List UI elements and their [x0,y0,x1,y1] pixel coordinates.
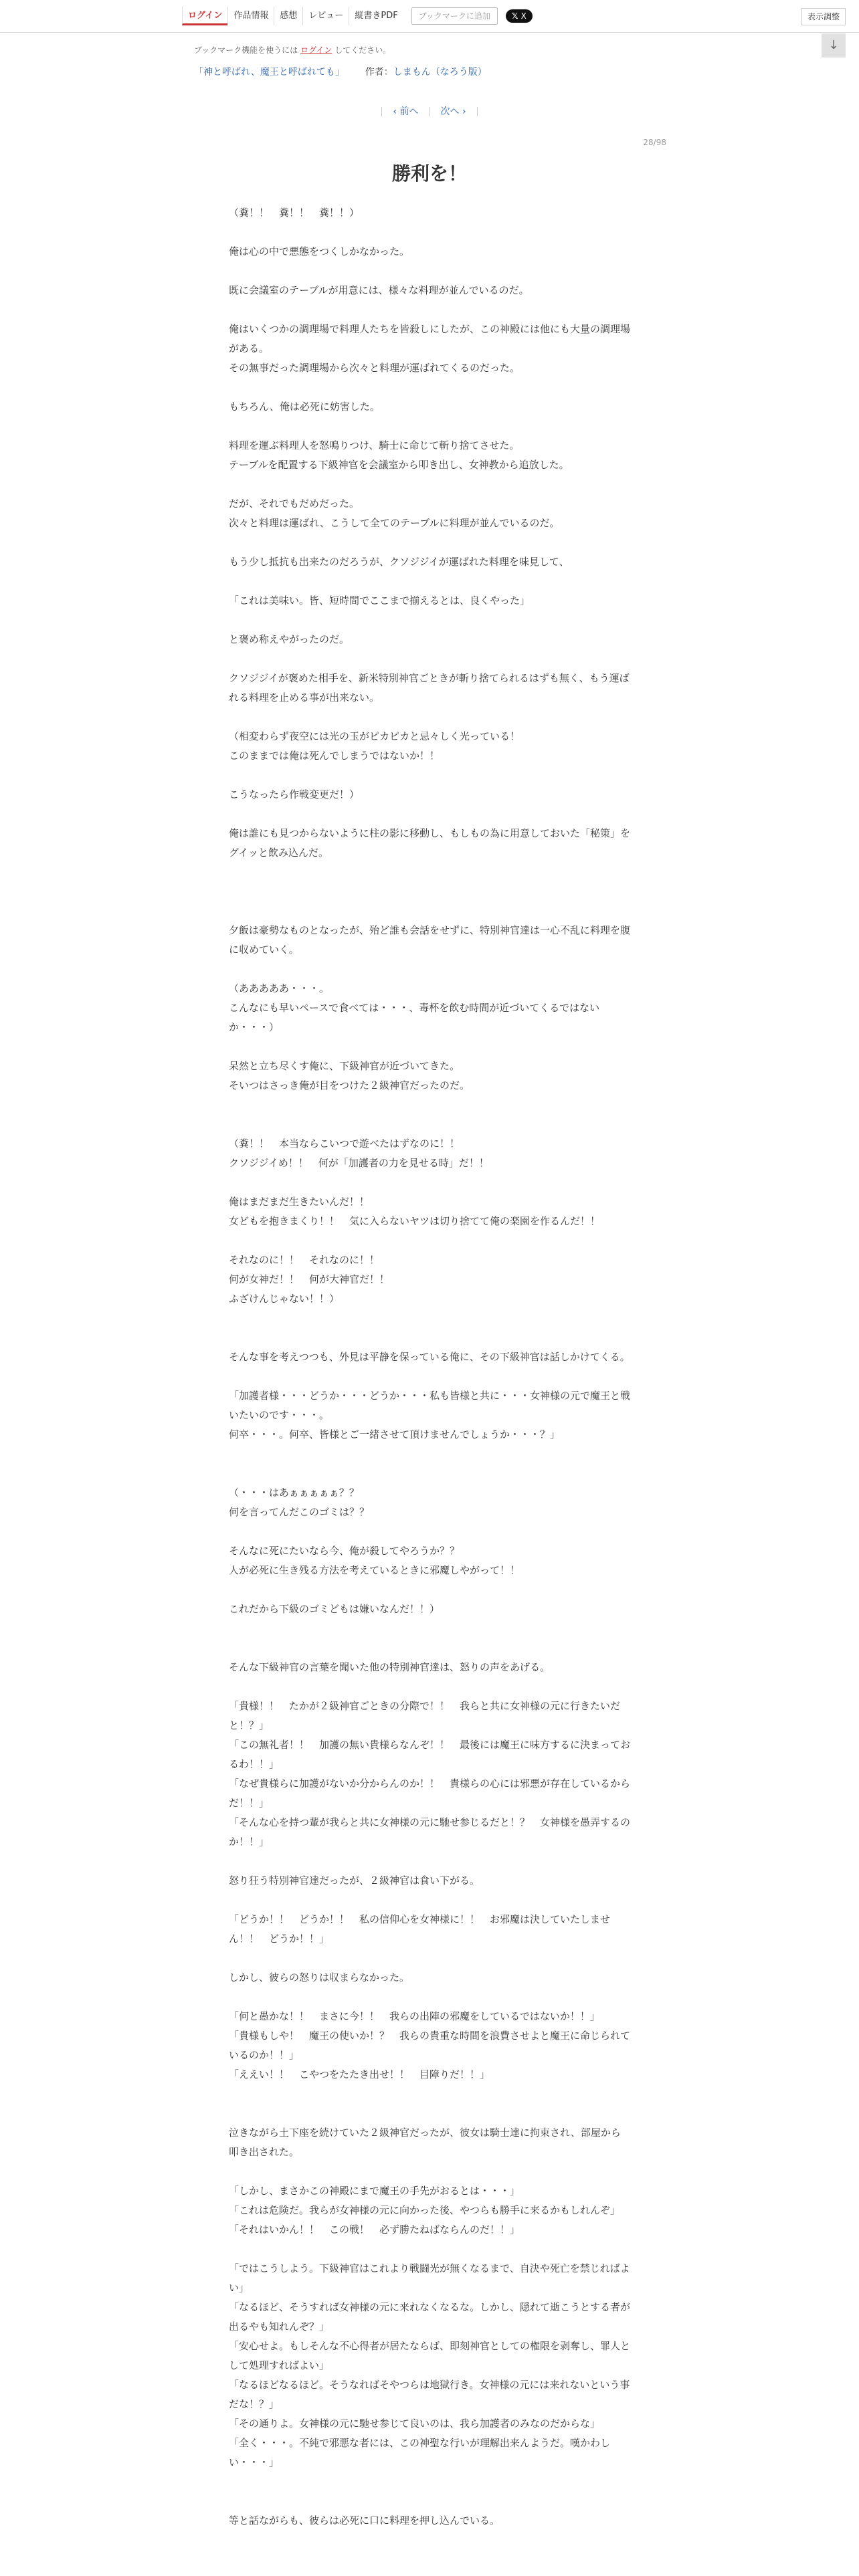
body-line [229,766,630,785]
body-line: 俺はまだまだ生きたいんだ！！ [229,1196,370,1208]
body-line [229,417,630,436]
body-line: 「この無礼者！！ 加護の無い貴様らなんぞ！！ 最後には魔王に味方するに決まっておるわ！！」 [229,1739,631,1770]
body-line [229,572,630,591]
body-line [229,960,630,979]
body-line: と褒め称えやがったのだ。 [229,633,350,645]
body-line [229,378,630,397]
body-line: 「なぜ貴様らに加護がないか分からんのか！！ 貴様らの心には邪悪が存在しているからだ！！」 [229,1778,631,1809]
notice-login-link[interactable]: ログイン [300,45,332,55]
body-line: 夕飯は豪勢なものとなったが、殆ど誰も会話をせずに、特別神官達は一心不乱に料理を腹に収めていく。 [229,924,631,956]
body-line [229,649,630,669]
body-line [229,1677,630,1697]
body-line: 「どうか！！ どうか！！ 私の信仰心を女神様に！！ お邪魔は決していたしません！！ どうか！！」 [229,1913,611,1945]
body-line: 人が必死に生き残る方法を考えているときに邪魔しやがって！！ [229,1564,520,1576]
body-line [229,1949,630,1968]
body-line [229,882,630,901]
body-line: そんなに死にたいなら今、俺が殺してやろうか？？ [229,1545,460,1557]
impressions-link[interactable]: 感想 [274,7,302,25]
body-line: 「ええい！！ こやつをたたき出せ！！ 目障りだ！！」 [229,2068,490,2080]
review-link[interactable]: レビュー [302,7,349,25]
body-line: 俺はいくつかの調理場で料理人たちを皆殺しにしたが、この神殿には他にも大量の調理場がある。 [229,323,631,354]
body-line [229,533,630,552]
author-link[interactable]: しまもん（なろう版） [393,67,487,78]
body-line: 等と話ながらも、彼らは必死に口に料理を押し込んでいる。 [229,2514,500,2527]
novel-title-link[interactable]: 「神と呼ばれ、魔王と呼ばれても」 [194,67,345,78]
body-line [229,1095,630,1115]
scroll-down-button[interactable] [822,33,846,58]
body-line: 「貴様！！ たかが２級神官ごときの分際で！！ 我らと共に女神様の元に行きたいだと！？」 [229,1700,621,1731]
body-line: もう少し抵抗も出来たのだろうが、クソジジイが運ばれた料理を味見して、 [229,556,569,568]
top-nav [182,7,533,25]
bookmark-notice [194,44,391,56]
body-line [229,1115,630,1134]
chapter-body [229,203,630,2531]
body-line [229,708,630,727]
body-line: そんな下級神官の言葉を聞いた他の特別神官達は、怒りの声をあげる。 [229,1661,551,1673]
body-line: 「これは危険だ。我らが女神様の元に向かった後、やつらも勝手に来るかもしれんぞ」 [229,2204,621,2216]
body-line: 「しかし、まさかこの神殿にまで魔王の手先がおるとは・・・」 [229,2185,520,2197]
body-line: 俺は誰にも見つからないように柱の影に移動し、もしもの為に用意しておいた「秘策」をグイッと飲み込んだ。 [229,827,631,859]
body-line [229,2472,630,2492]
add-bookmark-button[interactable]: ブックマークに追加 [411,7,498,25]
body-line: 「全く・・・。不純で邪悪な者には、この神聖な行いが理解出来んようだ。嘆かわしい・・・」 [229,2437,611,2468]
body-line [229,1464,630,1483]
body-line [229,1988,630,2007]
body-line [229,1328,630,1348]
body-line [229,2104,630,2123]
body-line: 「これは美味い。皆、短時間でここまで揃えるとは、良くやった」 [229,595,531,607]
body-line: 怒り狂う特別神官達だったが、２級神官は食い下がる。 [229,1874,480,1887]
body-line: 呆然と立ち尽くす俺に、下級神官が近づいてきた。 [229,1060,460,1072]
body-line: しかし、彼らの怒りは収まらなかった。 [229,1971,410,1983]
body-line [229,863,630,882]
body-line: そいつはさっき俺が目をつけた２級神官だったのだ。 [229,1079,470,1091]
body-line [229,223,630,242]
x-share-label: X [520,11,527,21]
body-line [229,1173,630,1192]
work-info-link[interactable]: 作品情報 [227,7,274,25]
body-line [229,2240,630,2259]
novel-info [194,65,487,78]
body-line: 「その通りよ。女神様の元に馳せ参じて良いのは、我ら加護者のみなのだからな」 [229,2418,601,2430]
body-line: 次々と料理は運ばれ、こうして全てのテーブルに料理が並んでいるのだ。 [229,517,560,529]
body-line: それなのに！！ それなのに！！ [229,1254,380,1266]
login-link[interactable]: ログイン [182,7,227,25]
body-line: その無事だった調理場から次々と料理が運ばれてくるのだった。 [229,362,520,374]
vertical-pdf-link[interactable]: 縦書きPDF [349,7,403,25]
body-line: 既に会議室のテーブルが用意には、様々な料理が並んでいるのだ。 [229,284,529,296]
body-line: 「安心せよ。もしそんな不心得者が居たならば、即刻神官としての権限を剥奪し、罪人として処理すればよい」 [229,2340,631,2371]
x-logo-icon: 𝕏 [511,11,518,21]
body-line: 何卒・・・。何卒、皆様とご一緒させて頂けませんでしょうか・・・？」 [229,1428,561,1440]
body-line: もちろん、俺は必死に妨害した。 [229,401,380,413]
page-count: 28/98 [643,138,666,147]
body-line: 何が女神だ！！ 何が大神官だ！！ [229,1273,390,1285]
body-line [229,804,630,824]
x-share-button[interactable] [506,9,533,23]
body-line: 「貴様もしや！ 魔王の使いか！？ 我らの貴重な時間を浪費させよと魔王に命じられているのか！！」 [229,2030,631,2061]
body-line: （糞！！ 本当ならこいつで遊べたはずなのに！！ [229,1138,460,1150]
body-line [229,1231,630,1251]
body-line [229,1580,630,1600]
body-line: そんな事を考えつつも、外見は平静を保っている俺に、その下級神官は話しかけてくる。 [229,1351,630,1363]
chapter-title: 勝利を！ [391,163,467,185]
body-line: 泣きながら土下座を続けていた２級神官だったが、彼女は騎士達に拘束され、部屋から叩き出された。 [229,2127,621,2158]
body-line: 「それはいかん！！ この戦！ 必ず勝たねばならんのだ！！」 [229,2224,520,2236]
body-line: だが、それでもだめだった。 [229,498,360,510]
notice-prefix: ブックマーク機能を使うには [194,45,300,55]
body-line: 「なるほど、そうすれば女神様の元に来れなくなるな。しかし、隠れて逝こうとする者が出るやも知れんぞ？」 [229,2301,631,2333]
body-line: （・・・はあぁぁぁぁぁ？？ [229,1487,359,1499]
body-line: 料理を運ぶ料理人を怒鳴りつけ、騎士に命じて斬り捨てさせた。 [229,439,520,451]
body-line [229,1309,630,1328]
body-line [229,1638,630,1658]
body-line: テーブルを配置する下級神官を会議室から叩き出し、女神教から追放した。 [229,459,569,471]
body-line [229,1891,630,1910]
body-line: 女どもを抱きまくり！！ 気に入らないヤツは切り捨てて俺の楽園を作るんだ！！ [229,1215,601,1227]
body-line [229,1522,630,1541]
body-line [229,1444,630,1464]
body-line [229,1619,630,1638]
body-line [229,300,630,320]
body-line: 俺は心の中で悪態をつくしかなかった。 [229,245,410,257]
body-line: （相変わらず夜空には光の玉がピカピカと忌々しく光っている！ [229,730,520,742]
body-line: （糞！！ 糞！！ 糞！！） [229,207,360,219]
body-line: これだから下級のゴミどもは嫌いなんだ！！） [229,1603,440,1615]
body-line: 「なるほどなるほど。そうなればそやつらは地獄行き。女神様の元には来れないという事だな！？」 [229,2379,630,2410]
body-line: 「ではこうしよう。下級神官はこれより戦闘光が無くなるまで、自決や死亡を禁じればよい」 [229,2262,630,2294]
body-line: クソジジイが褒めた相手を、新米特別神官ごときが斬り捨てられるはずも無く、もう運ばれる料理を止める事が出来ない。 [229,672,630,704]
body-line: （あああああ・・・。 [229,982,330,994]
body-line [229,901,630,921]
body-line [229,1852,630,1871]
body-line: このままでは俺は死んでしまうではないか！！ [229,750,440,762]
body-line [229,2162,630,2181]
notice-suffix: してください。 [332,45,391,55]
top-bar [0,0,859,33]
body-line: こんなにも早いペースで食べては・・・、毒杯を飲む時間が近づいてくるではないか・・・） [229,1002,600,1033]
body-line: ふざけんじゃない！！） [229,1293,340,1305]
display-settings-button[interactable]: 表示調整 [801,8,846,25]
body-line: クソジジイめ！！ 何が「加護者の力を見せる時」だ！！ [229,1157,489,1169]
body-line: 「何と愚かな！！ まさに今！！ 我らの出陣の邪魔をしているではないか！！」 [229,2010,600,2022]
arrow-down-icon: ↓ [828,38,839,52]
body-line [229,611,630,630]
body-line [229,1037,630,1057]
body-line [229,261,630,281]
next-page-link[interactable]: 次へ › [440,106,466,117]
body-line: 何を言ってんだこのゴミは？？ [229,1506,370,1518]
pager [0,104,859,118]
body-line: 「そんな心を持つ輩が我らと共に女神様の元に馳せ参じるだと！？ 女神様を愚弄するのか！！」 [229,1816,631,1848]
body-line [229,1367,630,1386]
body-line [229,2084,630,2104]
prev-page-link[interactable]: ‹ 前へ [393,106,419,117]
body-line: こうなったら作戦変更だ！） [229,788,360,800]
author-label: 作者： [365,67,393,78]
body-line: 「加護者様・・・どうか・・・どうか・・・私も皆様と共に・・・女神様の元で魔王と戦いたいのです・・・。 [229,1390,631,1421]
body-line [229,475,630,494]
body-line [229,2492,630,2511]
